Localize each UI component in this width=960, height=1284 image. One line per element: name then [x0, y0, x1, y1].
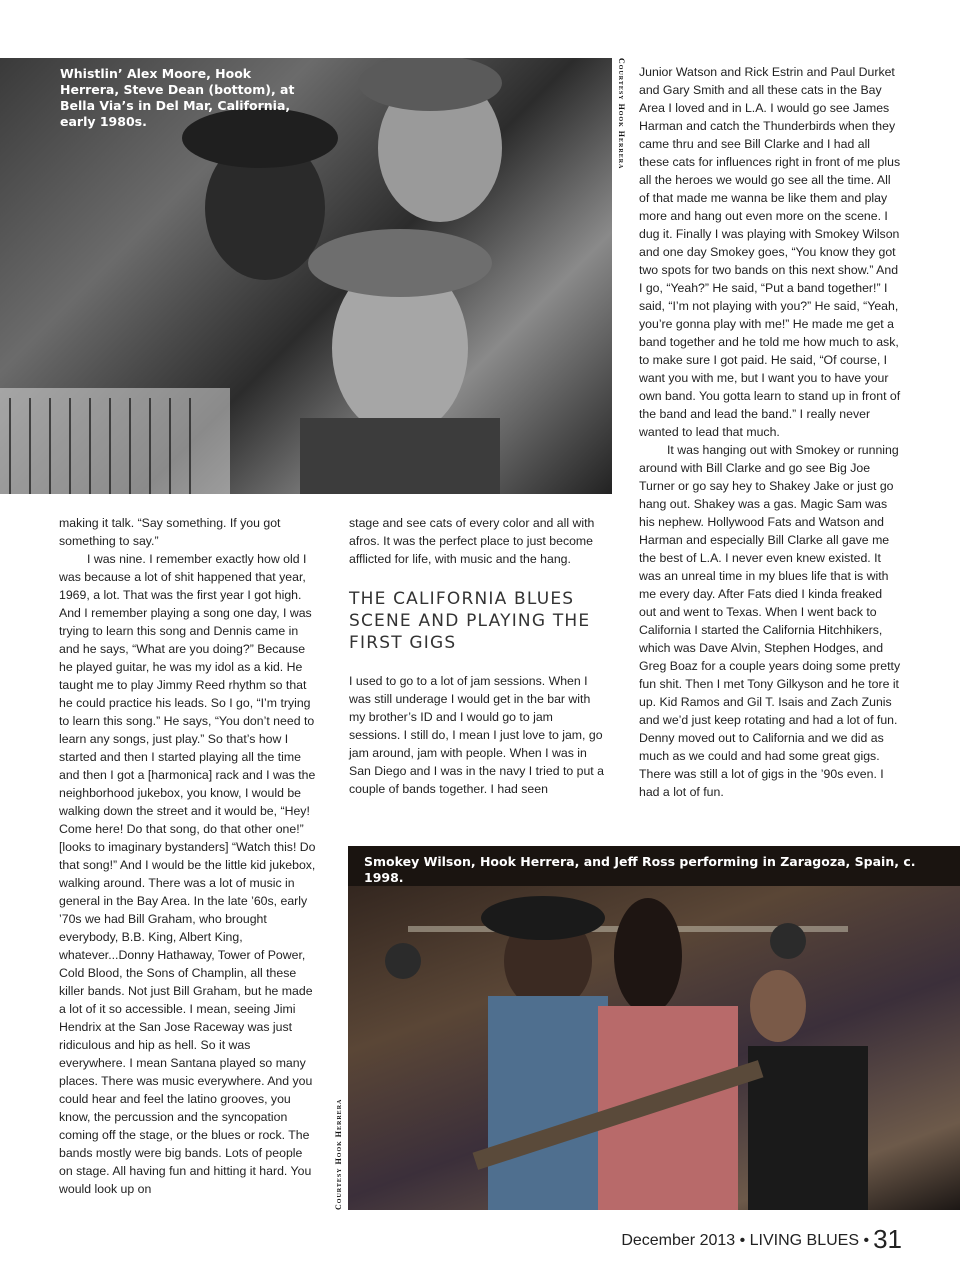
- photo-top-caption: Whistlin’ Alex Moore, Hook Herrera, Steve Dean (bottom), at Bella Via’s in Del Mar, California, early 1980s.: [60, 66, 295, 129]
- photo-bottom: [348, 846, 960, 1210]
- footer-issue-text: December 2013 • LIVING BLUES •: [621, 1232, 870, 1249]
- page-number: 31: [873, 1224, 902, 1254]
- col2-paragraph-2: I used to go to a lot of jam sessions. When I was still underage I would get in the bar with my brother’s ID and I would go to jam sessions. I still do, I mean I just love to jam, go jam around, jam with people. When I was in San Diego and I was in the navy I tried to put a couple of bands together. I had seen: [349, 674, 604, 796]
- col1-paragraph-2: I was nine. I remember exactly how old I was because a lot of shit happened that year, 1969, a lot. That was the first year I got high. And I remember playing a song one day, I was trying to learn this song and Dennis came in and he says, “What are you doing?” Because he played guitar, he was my idol as a kid. He taught me to play Jimmy Reed rhythm so that he could practice his leads. So I go, “I’m trying to learn this song.” He says, “You don’t need to learn any songs, just play.” So that’s how I started and then I started playing all the time and then I got a [harmonica] rack and I was the neighborhood jukebox, you know, I would be walking down the street and it would be, “Hey! Come here! Do that song, do that other one!” [looks to imaginary bystanders] “Watch this! Do that song!” And I would be the little kid jukebox, walking around. There was a lot of music in general in the Bay Area. In the late ’60s, early ’70s we had Bill Graham, who brought everybody, B.B. King, Albert King, whatever...Donny Hathaway, Tower of Power, Cold Blood, the Sons of Champlin, all these killer bands. Not just Bill Graham, but he made a lot of it so accessible. I mean, seeing Jimi Hendrix at the San Jose Raceway was just ridiculous and hip as hell. So it was everywhere. I mean Santana played so many places. There was music everywhere. And you could hear and feel the latino grooves, you know, the percussion and the syncopation coming off the stage, or the blues or rock. The bands mostly were big bands. Lots of people on stage. All having fun and hitting it hard. You would look up on: [59, 552, 316, 1196]
- column-3: [639, 63, 901, 801]
- photo-bottom-caption: Smokey Wilson, Hook Herrera, and Jeff Ross performing in Zaragoza, Spain, c. 1998.: [364, 854, 916, 885]
- col2-paragraph-1: stage and see cats of every color and all with afros. It was the perfect place to just become afflicted for life, with music and the hang.: [349, 516, 595, 566]
- photo-bottom-image: [348, 846, 960, 1210]
- column-2: [349, 514, 607, 798]
- photo-bottom-credit: Courtesy Hook Herrera: [334, 1098, 343, 1210]
- page-footer: [621, 1224, 902, 1255]
- col3-paragraph-2: It was hanging out with Smokey or running around with Bill Clarke and go see Big Joe Turner or go say hey to Shakey Jake or just go hang out. Shakey was a gas. Magic Sam was his nephew. Hollywood Fats and Watson and Harman and especially Bill Clarke all gave me the best of L.A. I never even knew existed. It was an unreal time in my blues life that is with me every day. After Fats died I kinda freaked out and went to Texas. When I went back to California I started the California Hitchhikers, which was Dave Alvin, Stephen Hodges, and Greg Boaz for a couple years doing some pretty fun shit. Then I met Tony Gilkyson and he tore it up. Kid Ramos and Gil T. Isais and Zach Zunis and we’d just keep rotating and had a lot of fun. Denny moved out to California and we did as much as we could and had some great gigs. There was still a lot of gigs in the ’90s even. I had a lot of fun.: [639, 443, 901, 799]
- column-1: [59, 514, 318, 1198]
- col3-paragraph-1: Junior Watson and Rick Estrin and Paul Durket and Gary Smith and all these cats in the Bay Area I loved and in L.A. I would go see James Harman and catch the Thunderbirds when they came thru and see Bill Clarke and I had all these cats for influences right in front of me plus all the heroes we would go see all the time. All of that made me wanna be like them and play more and hang out even more on the scene. I dug it. Finally I was playing with Smokey Wilson and one day Smokey goes, “You know they got two spots for two bands on this next show.” And I go, “Yeah?” He said, “Put a band together!” I said, “I’m not playing with you?” He said, “Yeah, you’re gonna play with me!” He made me get a band together and he told me how much to ask, to make sure I got paid. He said, “Of course, I want you with me, but I want you to have your own band. You gotta learn to stand up in front of the band and lead the band.” I really never wanted to lead that much.: [639, 65, 901, 439]
- col1-paragraph-1: making it talk. “Say something. If you got something to say.”: [59, 516, 281, 548]
- section-heading: THE CALIFORNIA BLUES SCENE AND PLAYING THE FIRST GIGS: [349, 589, 591, 653]
- photo-top-credit: Courtesy Hook Herrera: [617, 58, 626, 170]
